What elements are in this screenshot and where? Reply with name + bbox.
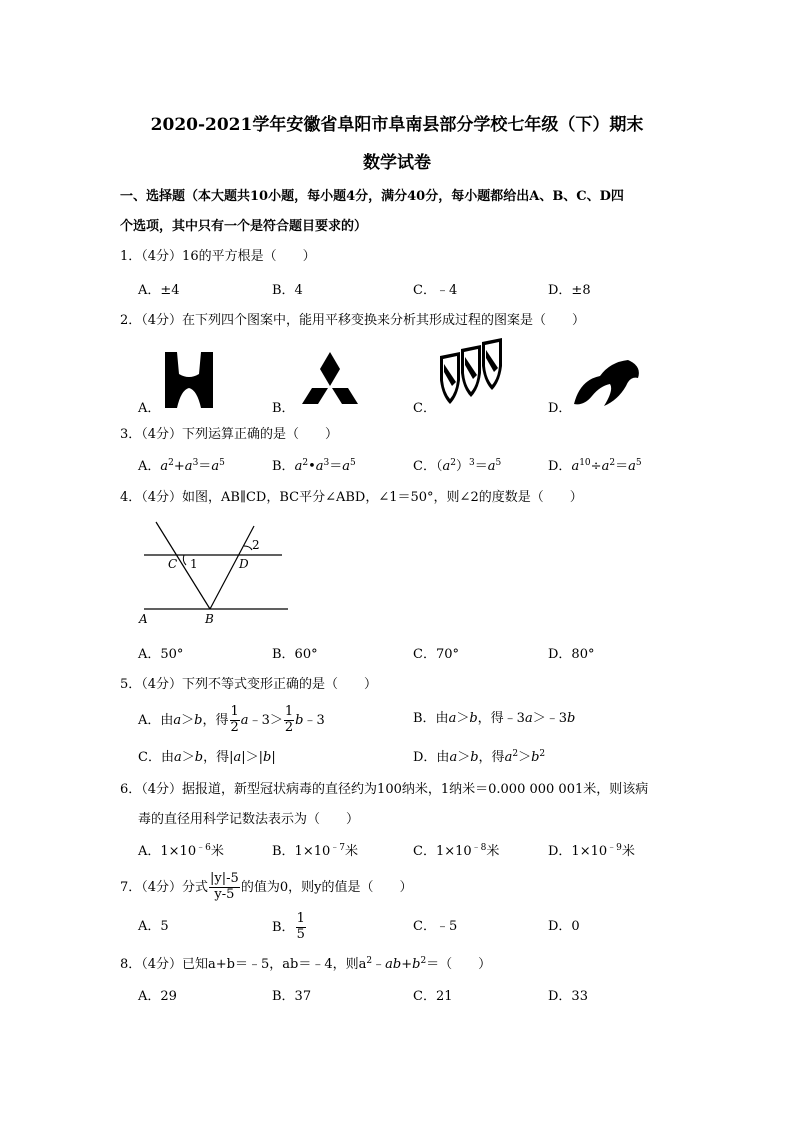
option-c-exponent: ﹣8 xyxy=(471,843,487,853)
option-d-label: D．由 xyxy=(413,750,450,765)
section-header-line-2: 个选项，其中只有一个是符合题目要求的） xyxy=(120,219,368,234)
question-8-option-c: C．21 xyxy=(413,989,453,1004)
question-8-option-a: A．29 xyxy=(138,989,177,1004)
question-7-option-c: C．﹣5 xyxy=(413,919,458,934)
question-5-option-b: B．由a＞b，得﹣3a＞﹣3b xyxy=(413,711,576,726)
three-diamonds-figure xyxy=(300,352,360,406)
question-6-option-c xyxy=(413,845,499,858)
question-1-option-a: A．±4 xyxy=(138,283,180,298)
question-6-option-b xyxy=(272,845,358,858)
question-3-option-b: B．$a^2•a^3=a^5$ xyxy=(272,458,356,474)
option-c-unit: 米 xyxy=(486,844,500,859)
point-b-label: B xyxy=(205,612,214,626)
fraction-denominator: y-5 xyxy=(214,886,235,902)
question-4-option-d: D．80° xyxy=(548,647,595,662)
fraction xyxy=(209,872,240,903)
angle-2-label: 2 xyxy=(252,538,260,552)
question-4-option-a: A．50° xyxy=(138,647,184,662)
question-3-stem: 3．（4分）下列运算正确的是（ ） xyxy=(120,427,339,442)
question-8-option-b: B．37 xyxy=(272,989,312,1004)
question-2-option-b: B． xyxy=(272,401,295,416)
question-2-option-a: A． xyxy=(138,401,161,416)
option-a-exponent: ﹣6 xyxy=(196,843,211,853)
option-b-label: B．由 xyxy=(413,711,449,726)
option-b-label: B． xyxy=(272,459,295,474)
option-b-label: B． xyxy=(272,919,295,935)
option-c-label: C． xyxy=(413,459,436,474)
question-5-stem: 5．（4分）下列不等式变形正确的是（ ） xyxy=(120,677,378,692)
question-2-option-c: C． xyxy=(413,401,436,416)
option-a-unit: 米 xyxy=(210,844,224,859)
question-8-option-d: D．33 xyxy=(548,989,588,1004)
question-8-stem-pre: 8．（4分）已知a+b＝﹣5，ab＝﹣4，则a xyxy=(120,957,367,972)
fraction-numerator: 1 xyxy=(296,911,305,926)
question-6-stem-line-1: 6．（4分）据报道，新型冠状病毒的直径约为100纳米，1纳米＝0.000 000 001米，则该病 xyxy=(120,782,649,797)
option-b-base: B．1×10 xyxy=(272,844,331,859)
three-shields-figure xyxy=(438,340,506,410)
question-2-stem: 2．（4分）在下列四个图案中，能用平移变换来分析其形成过程的图案是（ ） xyxy=(120,313,586,328)
question-3-option-c: C．$(a^2)^3=a^5$ xyxy=(413,458,502,474)
option-a-label: A．由 xyxy=(138,712,174,728)
question-2-option-d: D． xyxy=(548,401,572,416)
question-7-stem-post: 的值为0，则y的值是（ ） xyxy=(240,879,413,895)
option-a-base: A．1×10 xyxy=(138,844,197,859)
option-d-unit: 米 xyxy=(621,844,635,859)
question-8-stem: 8．（4分）已知a+b＝﹣5，ab＝﹣4，则$a^2﹣ab+b^2=$（ ） xyxy=(120,956,492,972)
fraction-denominator: 5 xyxy=(296,926,305,942)
question-4-option-c: C．70° xyxy=(413,647,459,662)
page-title-line-2: 数学试卷 xyxy=(363,153,431,173)
question-3-option-d: D．$a^{10}\div a^2=a^5$ xyxy=(548,458,642,474)
page-title-line-1: 2020-2021学年安徽省阜阳市阜南县部分学校七年级（下）期末 xyxy=(150,115,644,135)
question-7-option-a: A．5 xyxy=(138,919,169,934)
option-c-base: C．1×10 xyxy=(413,844,472,859)
question-1-option-c: C．﹣4 xyxy=(413,283,458,298)
point-d-label: D xyxy=(239,557,249,571)
point-a-label: A xyxy=(139,612,148,626)
option-b-unit: 米 xyxy=(345,844,359,859)
question-5-option-c: C．由a＞b，得|a|＞|b| xyxy=(138,750,276,765)
point-c-label: C xyxy=(168,557,178,571)
option-d-label: D． xyxy=(548,459,572,474)
option-d-base: D．1×10 xyxy=(548,844,608,859)
option-b-exponent: ﹣7 xyxy=(330,843,345,853)
question-5-option-d: D．由a＞b，得$a^2>b^2$ xyxy=(413,749,546,765)
question-7-option-d: D．0 xyxy=(548,919,580,934)
question-7-option-b xyxy=(272,912,307,943)
question-6-stem-line-2: 毒的直径用科学记数法表示为（ ） xyxy=(138,812,360,827)
fraction-numerator: |y|-5 xyxy=(210,871,239,886)
question-3-option-a: A．$a^2+a^3=a^5$ xyxy=(138,458,225,474)
h-shape-figure xyxy=(163,350,215,410)
option-c-label: C．由 xyxy=(138,750,174,765)
question-4-option-b: B．60° xyxy=(272,647,318,662)
slanted-shape-figure xyxy=(570,356,644,410)
question-1-stem: 1．（4分）16的平方根是（ ） xyxy=(120,249,316,264)
option-d-exponent: ﹣9 xyxy=(607,843,622,853)
question-6-option-d xyxy=(548,845,635,858)
option-a-label: A． xyxy=(138,459,161,474)
question-1-option-d: D．±8 xyxy=(548,283,591,298)
question-5-option-a: A．由a＞b，得 $\frac{1}{2}$ a﹣3＞ $\frac{1}{2}$ b﹣3 xyxy=(138,704,325,735)
section-header-line-1: 一、选择题（本大题共10小题，每小题4分，满分40分，每小题都给出A、B、C、D四 xyxy=(120,189,624,204)
angle-1-label: 1 xyxy=(190,557,198,571)
fraction xyxy=(296,912,306,943)
question-6-option-a xyxy=(138,845,224,858)
parallel-lines-figure xyxy=(136,520,296,630)
question-7-stem xyxy=(120,872,412,903)
question-1-option-b: B．4 xyxy=(272,283,303,298)
question-4-stem: 4．（4分）如图，AB∥CD，BC平分∠ABD，∠1＝50°，则∠2的度数是（ ） xyxy=(120,490,583,505)
question-7-stem-pre: 7．（4分）分式 xyxy=(120,879,209,895)
